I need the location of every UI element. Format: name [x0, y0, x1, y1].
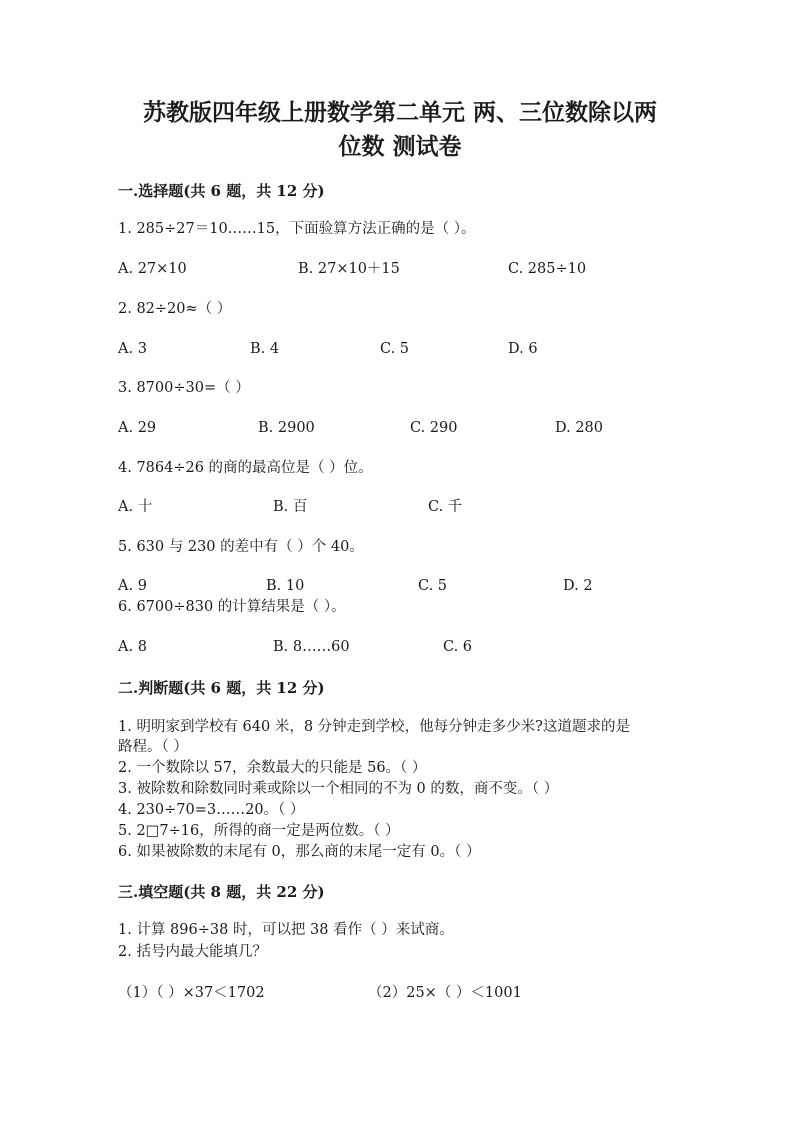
section-heading-fill: 三.填空题(共 8 题，共 22 分)	[118, 883, 325, 901]
option-label: C. 285÷10	[508, 261, 587, 277]
option-label: D. 6	[508, 341, 538, 357]
option-label: A. 27×10	[118, 261, 187, 277]
judgment-item: 1. 明明家到学校有 640 米，8 分钟走到学校，他每分钟走多少米?这道题求的是	[118, 719, 630, 735]
judgment-item: 路程。（ ）	[118, 739, 188, 755]
option-label: A. 8	[118, 639, 147, 655]
option-label: B. 百	[273, 499, 308, 515]
option-label: D. 2	[563, 578, 593, 594]
option-label: A. 3	[118, 341, 147, 357]
judgment-item: 5. 2□7÷16，所得的商一定是两位数。（ ）	[118, 823, 400, 839]
question-text: 4. 7864÷26 的商的最高位是（ ）位。	[118, 460, 373, 476]
fill-blank-2: （2）25×（ ）＜1001	[368, 985, 522, 1001]
question-text: 2. 82÷20≈（ ）	[118, 301, 232, 317]
question-text: 1. 285÷27＝10……15，下面验算方法正确的是（ ）。	[118, 221, 476, 237]
option-label: B. 27×10＋15	[298, 261, 400, 277]
option-label: B. 10	[266, 578, 305, 594]
option-label: C. 千	[428, 499, 463, 515]
option-label: D. 280	[555, 420, 604, 436]
question-text: 6. 6700÷830 的计算结果是（ ）。	[118, 599, 346, 615]
section-heading-judgment: 二.判断题(共 6 题，共 12 分)	[118, 679, 325, 697]
option-label: A. 29	[118, 420, 157, 436]
judgment-item: 2. 一个数除以 57，余数最大的只能是 56。（ ）	[118, 760, 427, 776]
option-label: B. 2900	[258, 420, 315, 436]
page-title	[80, 96, 720, 164]
judgment-item: 3. 被除数和除数同时乘或除以一个相同的不为 0 的数，商不变。（ ）	[118, 781, 559, 797]
judgment-item: 6. 如果被除数的末尾有 0，那么商的末尾一定有 0。（ ）	[118, 844, 481, 860]
option-label: A. 9	[118, 578, 147, 594]
option-label: C. 6	[443, 639, 473, 655]
question-text: 5. 630 与 230 的差中有（ ）个 40。	[118, 539, 364, 555]
section-heading-choice: 一.选择题(共 6 题，共 12 分)	[118, 182, 325, 200]
option-label: C. 5	[380, 341, 410, 357]
option-label: A. 十	[118, 499, 153, 515]
fill-item: 2. 括号内最大能填几？	[118, 944, 267, 960]
question-text: 3. 8700÷30=（ ）	[118, 380, 250, 396]
option-label: C. 5	[418, 578, 448, 594]
option-label: B. 8……60	[273, 639, 350, 655]
title-line-1: 苏教版四年级上册数学第二单元 两、三位数除以两	[142, 99, 657, 126]
title-line-2: 位数 测试卷	[338, 133, 462, 160]
option-label: B. 4	[250, 341, 280, 357]
judgment-item: 4. 230÷70=3……20。（ ）	[118, 802, 305, 818]
option-label: C. 290	[410, 420, 458, 436]
fill-blank-1: （1）（ ）×37＜1702	[118, 985, 265, 1001]
fill-item: 1. 计算 896÷38 时，可以把 38 看作（ ）来试商。	[118, 922, 454, 938]
